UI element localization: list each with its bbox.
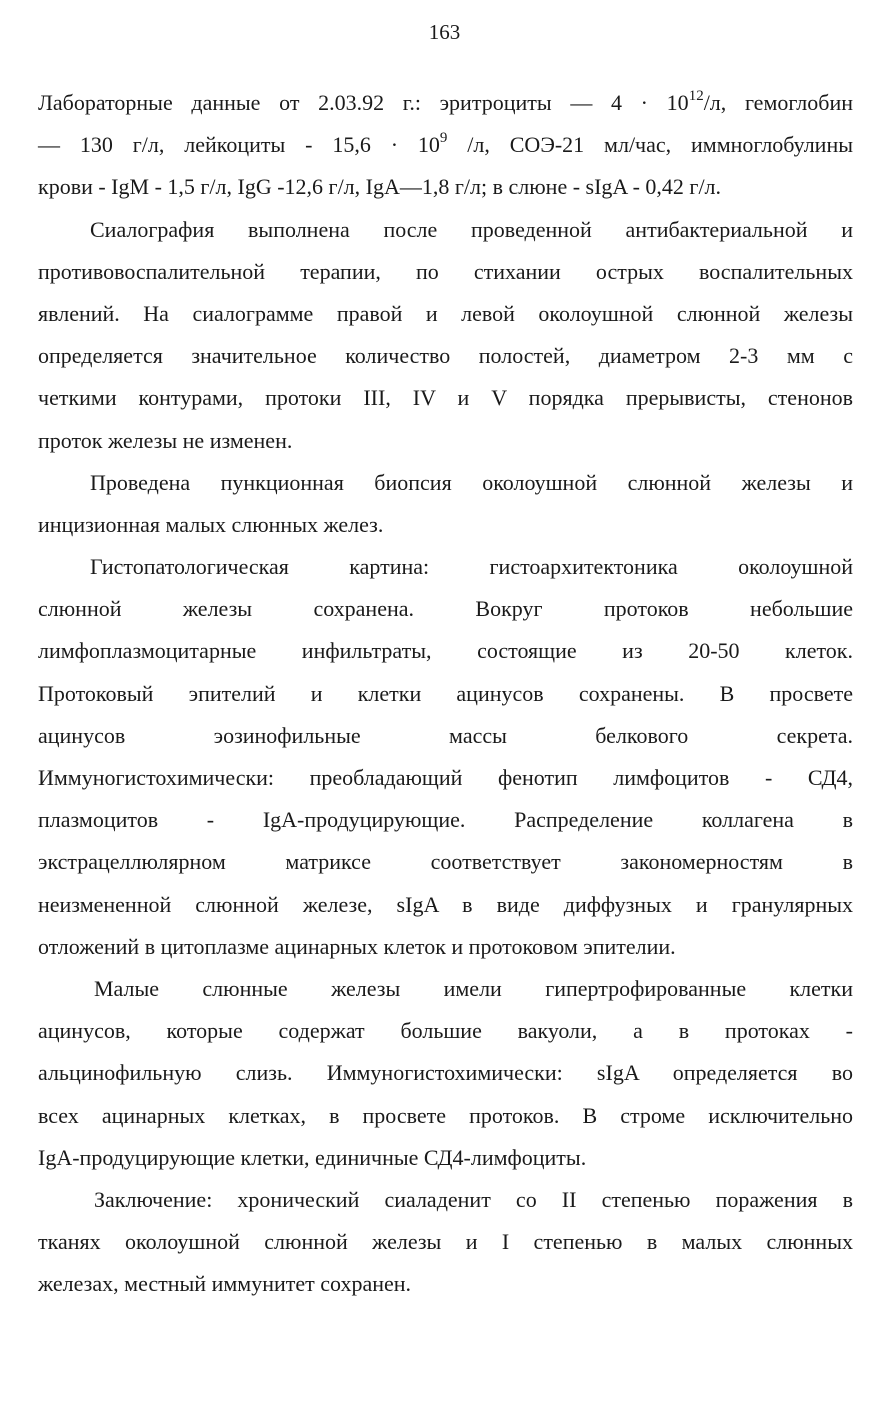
text-segment: Лабораторные данные от 2.03.92 г.: эритроциты — 4 · 10	[38, 90, 689, 115]
text-line: противовоспалительной терапии, по стихании острых воспалительных	[38, 258, 853, 284]
text-line: ацинусов, которые содержат большие вакуоли, а в протоках -	[38, 1018, 853, 1044]
text-line: Гистопатологическая картина: гистоархитектоника околоушной	[90, 554, 853, 580]
text-line: железах, местный иммунитет сохранен.	[38, 1271, 412, 1297]
text-line	[38, 82, 853, 124]
text-line: альцинофильную слизь. Иммуногистохимически: sIgA определяется во	[38, 1060, 853, 1086]
text-line: Иммуногистохимически: преобладающий фенотип лимфоцитов - СД4,	[38, 765, 853, 790]
text-line: Заключение: хронический сиаладенит со II степенью поражения в	[94, 1186, 853, 1212]
text-line: определяется значительное количество полостей, диаметром 2-3 мм с	[38, 343, 853, 369]
text-line: Проведена пункционная биопсия околоушной слюнной железы и	[90, 469, 853, 495]
text-line: Протоковый эпителий и клетки ацинусов сохранены. В просвете	[38, 680, 853, 706]
text-line	[38, 124, 853, 166]
page-number: 163	[428, 20, 461, 44]
text-line: Малые слюнные железы имели гипертрофированные клетки	[94, 975, 853, 1001]
text-line: явлений. На сиалограмме правой и левой околоушной слюнной железы	[38, 300, 853, 326]
text-line: всех ацинарных клетках, в просвете протоков. В строме исключительно	[38, 1102, 853, 1128]
text-line: неизмененной слюнной железе, sIgA в виде диффузных и гранулярных	[38, 891, 853, 917]
text-line: плазмоцитов - IgA-продуцирующие. Распределение коллагена в	[38, 807, 853, 833]
text-line: проток железы не изменен.	[38, 427, 293, 453]
text-line: инцизионная малых слюнных желез.	[38, 511, 384, 537]
text-line: IgA-продуцирующие клетки, единичные СД4-лимфоциты.	[38, 1144, 587, 1170]
text-segment: — 130 г/л, лейкоциты - 15,6 · 10	[38, 132, 440, 158]
text-line: крови - IgM - 1,5 г/л, IgG -12,6 г/л, IgA—1,8 г/л; в слюне - sIgA - 0,42 г/л.	[38, 174, 722, 200]
text-segment: /л, гемоглобин	[703, 90, 853, 115]
text-line: тканях околоушной слюнной железы и I степенью в малых слюнных	[38, 1229, 853, 1255]
text-line: слюнной железы сохранена. Вокруг протоков небольшие	[38, 596, 853, 622]
text-line: четкими контурами, протоки III, IV и V порядка прерывисты, стенонов	[38, 385, 853, 411]
superscript: 12	[688, 87, 704, 104]
document-body	[38, 82, 853, 1305]
text-line: Сиалография выполнена после проведенной антибактериальной и	[90, 216, 853, 242]
superscript: 9	[439, 129, 448, 146]
text-segment: /л, СОЭ-21 мл/час, иммноглобулины	[447, 132, 853, 158]
text-line: экстрацеллюлярном матриксе соответствует закономерностям в	[38, 849, 853, 875]
text-line: отложений в цитоплазме ацинарных клеток и протоковом эпителии.	[38, 933, 676, 959]
text-line: ацинусов эозинофильные массы белкового секрета.	[38, 722, 853, 748]
text-line: лимфоплазмоцитарные инфильтраты, состоящие из 20-50 клеток.	[38, 638, 853, 664]
